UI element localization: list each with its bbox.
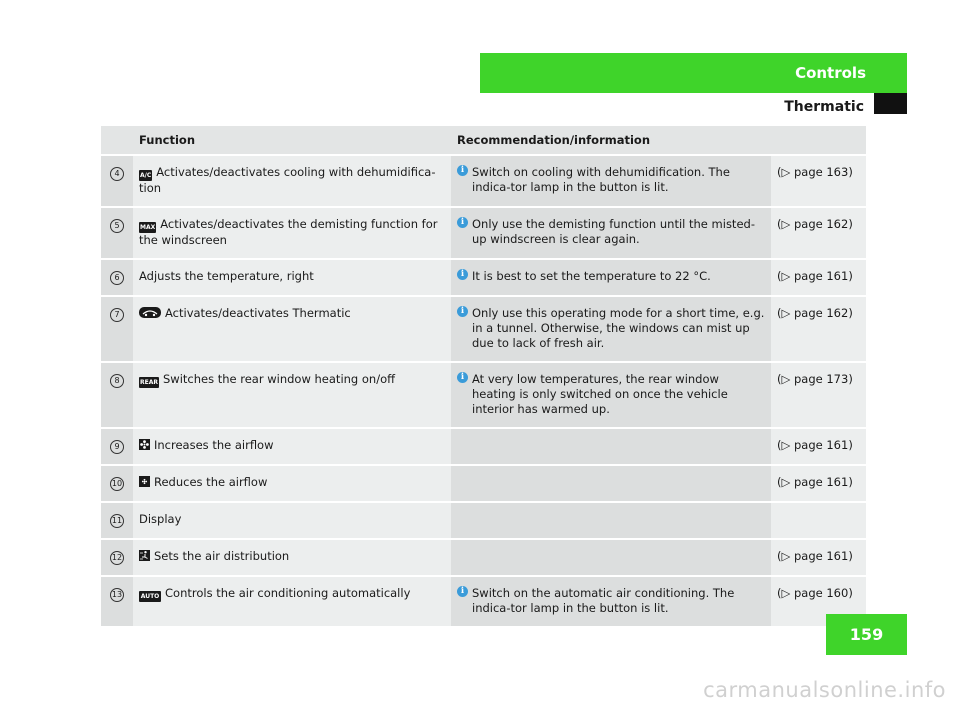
recommendation-cell <box>451 296 771 362</box>
function-cell <box>133 576 451 627</box>
function-text: Switches the rear window heating on/off <box>162 372 396 386</box>
info-icon: i <box>457 269 468 280</box>
page-reference-link <box>771 502 866 539</box>
table-row <box>101 502 866 539</box>
recommendation-cell <box>451 428 771 465</box>
table-header-row <box>101 126 866 155</box>
recommendation-text: Only use the demisting function until the misted-up windscreen is clear again. <box>472 217 755 246</box>
row-number <box>101 465 133 502</box>
function-text: Activates/deactivates the demisting function for the windscreen <box>139 217 438 247</box>
table-row <box>101 539 866 576</box>
recommendation-text: It is best to set the temperature to 22 °C. <box>472 269 711 283</box>
recommendation-cell <box>451 465 771 502</box>
table-row <box>101 207 866 259</box>
air-distribution-button-icon <box>139 550 150 565</box>
function-text: Increases the airflow <box>154 438 274 452</box>
page-reference-link[interactable]: (▷ page 173) <box>771 362 866 428</box>
recommendation-text: Switch on the automatic air conditioning. The indica-tor lamp in the button is lit. <box>472 586 735 615</box>
header-function: Function <box>133 126 451 155</box>
function-cell <box>133 155 451 207</box>
table-row <box>101 576 866 627</box>
row-number-badge: 7 <box>110 308 124 322</box>
row-number <box>101 259 133 296</box>
row-number <box>101 155 133 207</box>
table-row <box>101 296 866 362</box>
row-number-badge: 11 <box>110 514 124 528</box>
recommendation-text: Switch on cooling with dehumidification. The indica-tor lamp in the button is lit. <box>472 165 730 194</box>
recommendation-cell <box>451 576 771 627</box>
row-number-badge: 12 <box>110 551 124 565</box>
rear-window-heating-button-icon: REAR <box>140 379 158 386</box>
table-row <box>101 259 866 296</box>
recommendation-cell <box>451 502 771 539</box>
info-icon: i <box>457 165 468 176</box>
page-title: Thermatic <box>784 99 864 115</box>
function-text: Adjusts the temperature, right <box>139 269 314 283</box>
row-number <box>101 296 133 362</box>
table-row <box>101 465 866 502</box>
recommendation-cell <box>451 207 771 259</box>
windscreen-max-button-icon: MAX <box>140 224 156 231</box>
function-cell <box>133 296 451 362</box>
info-icon: i <box>457 306 468 317</box>
auto-button-icon: AUTO <box>140 593 160 600</box>
row-number-badge: 13 <box>110 588 124 602</box>
row-number <box>101 539 133 576</box>
page-reference-link[interactable]: (▷ page 160) <box>771 576 866 627</box>
page-reference-link[interactable]: (▷ page 161) <box>771 465 866 502</box>
function-cell <box>133 362 451 428</box>
page-reference-link[interactable]: (▷ page 162) <box>771 296 866 362</box>
section-tab-label: Controls <box>795 64 866 82</box>
header-reference <box>771 126 866 155</box>
recommendation-cell <box>451 259 771 296</box>
page-reference-link[interactable]: (▷ page 162) <box>771 207 866 259</box>
section-tab-marker <box>874 93 907 114</box>
function-text: Display <box>139 512 182 526</box>
recommendation-cell <box>451 155 771 207</box>
page-reference-link[interactable]: (▷ page 161) <box>771 428 866 465</box>
function-table <box>101 126 866 628</box>
header-number <box>101 126 133 155</box>
row-number-badge: 8 <box>110 374 124 388</box>
row-number-badge: 6 <box>110 271 124 285</box>
row-number-badge: 9 <box>110 440 124 454</box>
row-number <box>101 362 133 428</box>
recommendation-text: At very low temperatures, the rear window heating is only switched on once the vehicle interior has warmed up. <box>472 372 728 416</box>
recommendation-cell <box>451 362 771 428</box>
page-reference-link[interactable]: (▷ page 161) <box>771 539 866 576</box>
function-text: Controls the air conditioning automatically <box>165 586 411 600</box>
function-text: Activates/deactivates cooling with dehumidifica-tion <box>139 165 436 195</box>
function-text: Sets the air distribution <box>154 549 290 563</box>
row-number <box>101 428 133 465</box>
function-cell <box>133 259 451 296</box>
info-icon: i <box>457 372 468 383</box>
function-cell <box>133 465 451 502</box>
airflow-increase-button-icon <box>139 439 150 454</box>
header-recommendation: Recommendation/information <box>451 126 771 155</box>
recommendation-text: Only use this operating mode for a short time, e.g. in a tunnel. Otherwise, the windows can mist up due to lack of fresh air. <box>472 306 765 350</box>
function-text: Activates/deactivates Thermatic <box>165 306 351 320</box>
function-text: Reduces the airflow <box>154 475 268 489</box>
a-c-button-icon: A/C <box>140 172 152 179</box>
row-number-badge: 5 <box>110 219 124 233</box>
row-number-badge: 4 <box>110 167 124 181</box>
row-number <box>101 576 133 627</box>
function-cell <box>133 428 451 465</box>
recirculation-button-icon <box>139 307 161 322</box>
airflow-decrease-button-icon <box>139 476 150 491</box>
function-cell <box>133 539 451 576</box>
row-number <box>101 502 133 539</box>
page-reference-link[interactable]: (▷ page 161) <box>771 259 866 296</box>
row-number <box>101 207 133 259</box>
recommendation-cell <box>451 539 771 576</box>
table-row <box>101 155 866 207</box>
function-cell <box>133 207 451 259</box>
watermark: carmanualsonline.info <box>703 678 946 702</box>
page-reference-link[interactable]: (▷ page 163) <box>771 155 866 207</box>
table-row <box>101 362 866 428</box>
info-icon: i <box>457 586 468 597</box>
page-number: 159 <box>826 614 907 655</box>
row-number-badge: 10 <box>110 477 124 491</box>
section-tab <box>480 53 907 93</box>
function-cell <box>133 502 451 539</box>
table-row <box>101 428 866 465</box>
info-icon: i <box>457 217 468 228</box>
